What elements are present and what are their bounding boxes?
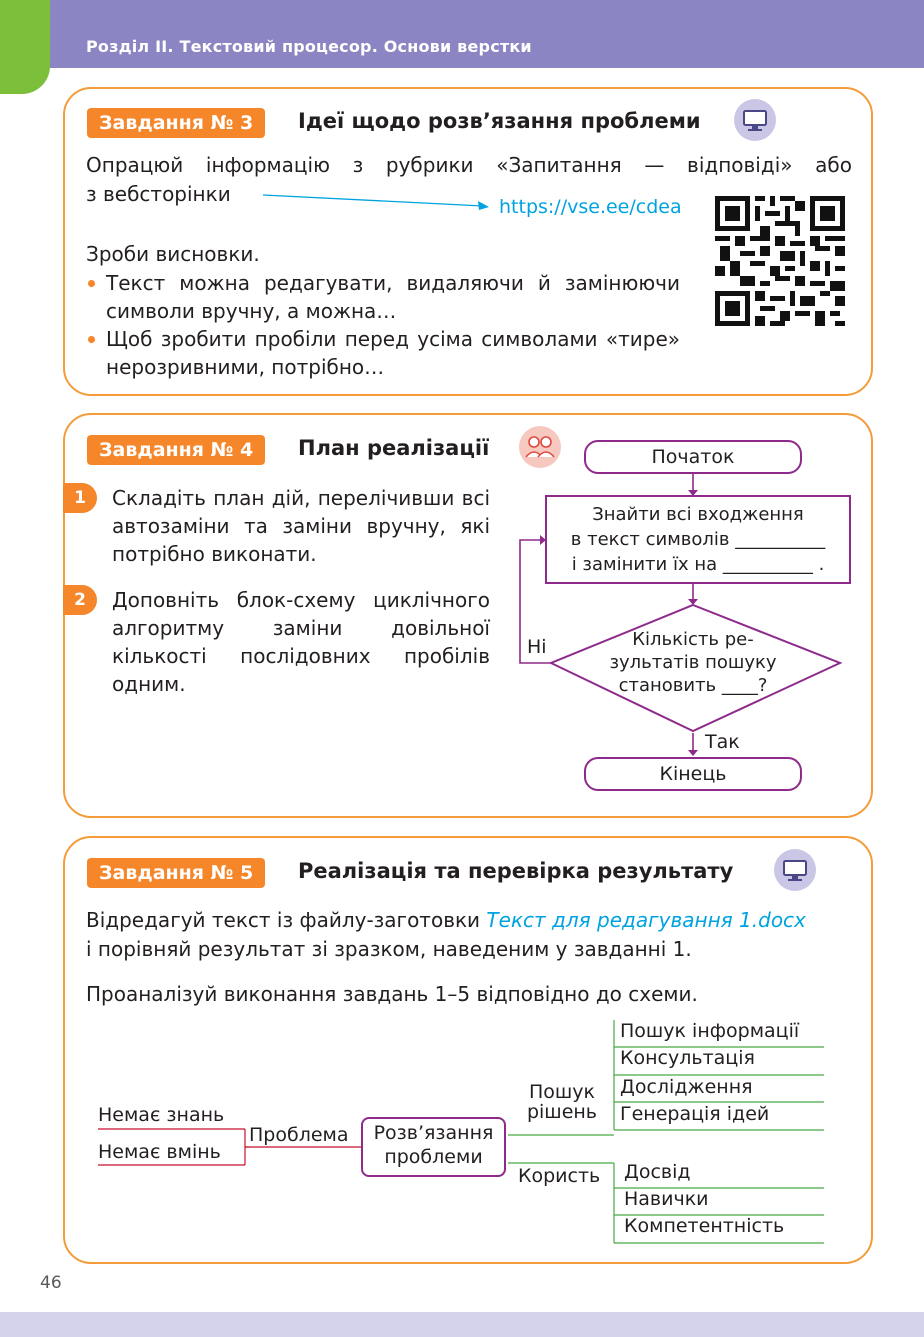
task4-badge: Завдання № 4	[87, 435, 265, 465]
scheme-benefit: Користь	[518, 1165, 601, 1187]
scheme-solution-line2: проблеми	[384, 1146, 483, 1168]
scheme-item-research: Дослідження	[620, 1076, 753, 1098]
scheme-search-solutions	[517, 1082, 607, 1122]
scheme-item-consultation: Консультація	[620, 1047, 755, 1069]
scheme-no-skills: Немає вмінь	[98, 1141, 221, 1163]
qr-code-image	[715, 196, 845, 326]
step-number-2: 2	[63, 585, 97, 615]
task5-panel	[63, 836, 873, 1264]
flowchart-decision-line3: становить ____?	[618, 675, 768, 696]
task3-bullet-1: Текст можна редагувати, видаляючи й замінюючи символи вручну, а можна…	[86, 269, 680, 325]
header-green-tab	[0, 0, 50, 94]
flowchart-decision-line1: Кількість ре-	[632, 629, 754, 650]
task4-step1-text: Складіть план дій, перелічивши всі автозаміни та заміни вручну, які потрібно виконати.	[112, 486, 490, 566]
scheme-solution-line1: Розв’язання	[373, 1122, 494, 1144]
monitor-icon	[734, 99, 776, 141]
task5-file-link[interactable]: Текст для редагування 1.docx	[486, 908, 806, 932]
task3-bullet-list	[86, 269, 680, 381]
flowchart-process-line3: і замінити їх на __________ .	[571, 554, 825, 575]
task5-badge: Завдання № 5	[87, 858, 265, 888]
scheme-item-idea-generation: Генерація ідей	[620, 1103, 770, 1125]
task3-intro-line1: Опрацюй інформацію з рубрики «Запитання — відповіді» або	[86, 153, 852, 177]
scheme-item-skills: Навички	[624, 1188, 709, 1210]
scheme-problem: Проблема	[249, 1124, 349, 1146]
task5-para1-start: Відредагуй текст із файлу-заготовки	[86, 908, 487, 932]
task4-step2-text: Доповніть блок-схему циклічного алгоритму заміни довільної кількості послідовних пробілів одним.	[112, 588, 490, 696]
flowchart-process-box	[545, 495, 851, 584]
scheme-solution-box	[361, 1117, 506, 1177]
task3-title: Ідеї щодо розв’язання проблеми	[298, 109, 701, 133]
scheme-search-line1: Пошук	[528, 1081, 596, 1103]
flowchart-yes-label: Так	[705, 731, 740, 753]
task3-intro-line2: з вебсторінки	[86, 182, 231, 206]
task3-badge: Завдання № 3	[87, 108, 265, 138]
task5-para1-end: і порівняй результат зі зразком, наведеним у завданні 1.	[86, 937, 692, 961]
scheme-item-info-search: Пошук інформації	[620, 1020, 800, 1042]
footer-bar	[0, 1312, 924, 1337]
flowchart-decision-text	[593, 628, 793, 697]
task4-panel	[63, 413, 873, 818]
header-purple-band	[50, 0, 924, 68]
scheme-item-competence: Компетентність	[624, 1215, 785, 1237]
header-title: Розділ ІІ. Текстовий процесор. Основи верстки	[86, 37, 532, 56]
flowchart-process-line2: в текст символів __________	[570, 529, 826, 550]
task4-title: План реалізації	[298, 436, 490, 460]
scheme-no-knowledge: Немає знань	[98, 1104, 225, 1126]
step-number-1: 1	[63, 483, 97, 513]
task3-url-link[interactable]: https://vse.ee/cdea	[499, 196, 682, 218]
task3-panel	[63, 87, 873, 396]
task5-paragraph-2: Проаналізуй виконання завдань 1–5 відповідно до схеми.	[86, 982, 698, 1006]
scheme-item-experience: Досвід	[624, 1161, 691, 1183]
page-number: 46	[40, 1273, 62, 1293]
scheme-search-line2: рішень	[526, 1101, 598, 1123]
flowchart-no-label: Ні	[527, 636, 547, 658]
arrow-to-url	[261, 190, 493, 212]
flowchart-decision-line2: зультатів пошуку	[609, 652, 777, 673]
flowchart-end: Кінець	[584, 757, 802, 791]
task3-conclusions: Зроби висновки.	[86, 242, 260, 266]
task3-bullet-2: Щоб зробити пробіли перед усіма символами «тире» нерозривними, потрібно…	[86, 325, 680, 381]
task5-title: Реалізація та перевірка результату	[298, 859, 734, 883]
flowchart-process-line1: Знайти всі входження	[592, 504, 804, 525]
flowchart-start: Початок	[584, 440, 802, 474]
